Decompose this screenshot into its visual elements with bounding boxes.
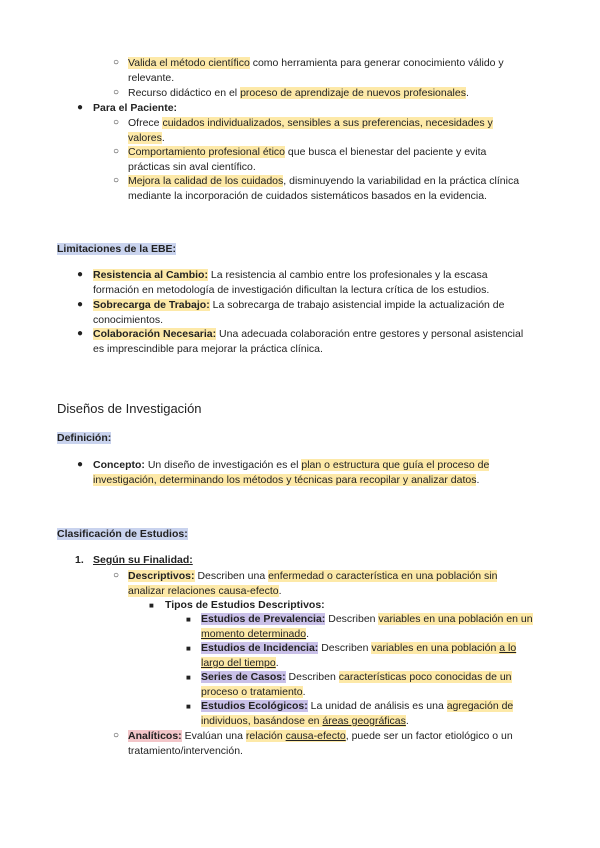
bullet-icon: ●	[77, 328, 84, 339]
square-bullet-icon: ■	[186, 615, 191, 624]
limitaciones-heading: Limitaciones de la EBE:	[57, 243, 177, 255]
circle-bullet-icon: ○	[113, 146, 120, 157]
section-title: Diseños de Investigación	[57, 401, 202, 416]
circle-bullet-icon: ○	[113, 117, 120, 128]
list-item: Recurso didáctico en el proceso de aprendizaje de nuevos profesionales.	[128, 87, 469, 99]
list-item: Mejora la calidad de los cuidados, disminuyendo la variabilidad en la práctica clínica mediante la incorporación de cuidados sistemáticos basados en la evidencia.	[128, 175, 520, 202]
list-item: Estudios de Incidencia: Describen variables en una población a lo largo del tiempo.	[201, 642, 517, 669]
list-item: Ofrece cuidados individualizados, sensibles a sus preferencias, necesidades y valores.	[128, 117, 493, 144]
square-bullet-icon: ■	[186, 673, 191, 682]
bullet-icon: ●	[77, 102, 84, 113]
bullet-icon: ●	[77, 299, 84, 310]
bullet-icon: ●	[77, 269, 84, 280]
circle-bullet-icon: ○	[113, 57, 120, 68]
square-bullet-icon: ■	[186, 644, 191, 653]
list-item: Descriptivos: Describen una enfermedad o característica en una población sin analizar relaciones causa-efecto.	[128, 570, 498, 597]
list-item: Series de Casos: Describen características poco conocidas de un proceso o tratamiento.	[201, 671, 512, 698]
circle-bullet-icon: ○	[113, 175, 120, 186]
bullet-icon: ●	[77, 459, 84, 470]
list-item: Concepto: Un diseño de investigación es el plan o estructura que guía el proceso de investigación, determinando los métodos y técnicas para recopilar y analizar datos.	[93, 459, 490, 486]
definicion-heading: Definición:	[57, 432, 112, 444]
list-item: Valida el método científico como herramienta para generar conocimiento válido y relevante.	[128, 57, 504, 84]
list-item: Comportamiento profesional ético que busca el bienestar del paciente y evita prácticas sin aval científico.	[128, 146, 487, 173]
clasificacion-heading: Clasificación de Estudios:	[57, 528, 188, 540]
list-item: Analíticos: Evalúan una relación causa-efecto, puede ser un factor etiológico o un tratamiento/intervención.	[128, 730, 513, 757]
list-item: Colaboración Necesaria: Una adecuada colaboración entre gestores y personal asistencial es imprescindible para mejorar la práctica clínica.	[93, 328, 524, 355]
square-bullet-icon: ■	[186, 702, 191, 711]
square-bullet-icon: ■	[149, 601, 154, 610]
circle-bullet-icon: ○	[113, 570, 120, 581]
tipos-label: Tipos de Estudios Descriptivos:	[165, 599, 325, 611]
circle-bullet-icon: ○	[113, 87, 120, 98]
circle-bullet-icon: ○	[113, 730, 120, 741]
list-item: Resistencia al Cambio: La resistencia al cambio entre los profesionales y la escasa formación en metodología de investigación dificultan la lectura crítica de los estudios.	[93, 269, 490, 296]
list-item: Estudios de Prevalencia: Describen variables en una población en un momento determinado.	[201, 613, 533, 640]
finalidad-label: Según su Finalidad:	[93, 554, 193, 566]
list-item: Sobrecarga de Trabajo: La sobrecarga de trabajo asistencial impide la actualización de conocimientos.	[93, 299, 505, 326]
list-number: 1.	[75, 554, 84, 566]
list-item: Estudios Ecológicos: La unidad de análisis es una agregación de individuos, basándose en áreas geográficas.	[201, 700, 514, 727]
section-label: Para el Paciente:	[93, 102, 178, 114]
